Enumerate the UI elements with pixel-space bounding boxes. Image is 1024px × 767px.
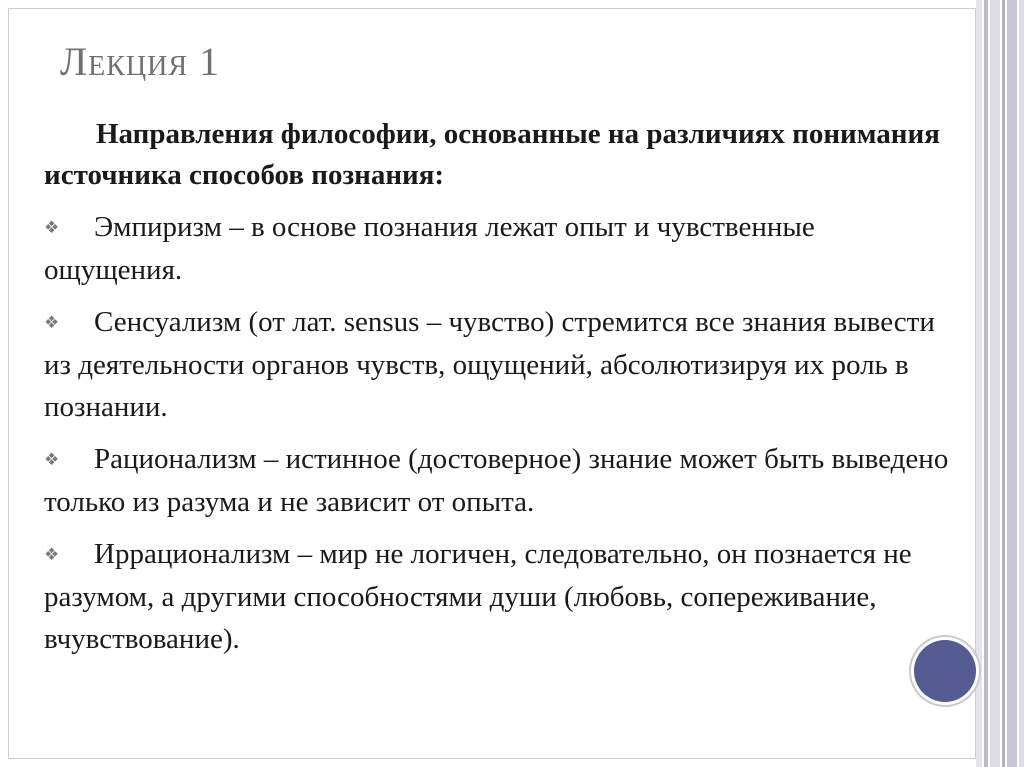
list-item <box>44 301 960 428</box>
decorative-circle <box>914 640 976 702</box>
diamond-bullet-icon: ❖ <box>44 545 60 564</box>
list-item <box>44 206 960 291</box>
slide-title: Лекция 1 <box>60 39 221 84</box>
slide-content <box>44 114 960 670</box>
stripe <box>984 0 988 767</box>
stripe <box>1007 0 1017 767</box>
diamond-bullet-icon: ❖ <box>44 218 60 237</box>
slide-subtitle: Направления философии, основанные на различиях понимания источника способов познания: <box>44 118 940 191</box>
list-item-text: Эмпиризм – в основе познания лежат опыт и чувственные ощущения. <box>44 211 815 286</box>
diamond-bullet-icon: ❖ <box>44 313 60 332</box>
list-item <box>44 533 960 660</box>
list-item <box>44 438 960 523</box>
decorative-stripes <box>976 0 1024 767</box>
bullet-list <box>44 206 960 660</box>
list-item-text: Рационализм – истинное (достоверное) знание может быть выведено только из разума и не зависит от опыта. <box>44 443 949 518</box>
list-item-text: Сенсуализм (от лат. sensus – чувство) стремится все знания вывести из деятельности органов чувств, ощущений, абсолютизируя их роль в познании. <box>44 306 935 423</box>
diamond-bullet-icon: ❖ <box>44 450 60 469</box>
stripe <box>990 0 1000 767</box>
list-item-text: Иррационализм – мир не логичен, следовательно, он познается не разумом, а другими способностями души (любовь, сопереживание, вчувствование). <box>44 538 912 655</box>
stripe <box>1019 0 1024 767</box>
stripe <box>976 0 982 767</box>
stripe <box>1002 0 1005 767</box>
